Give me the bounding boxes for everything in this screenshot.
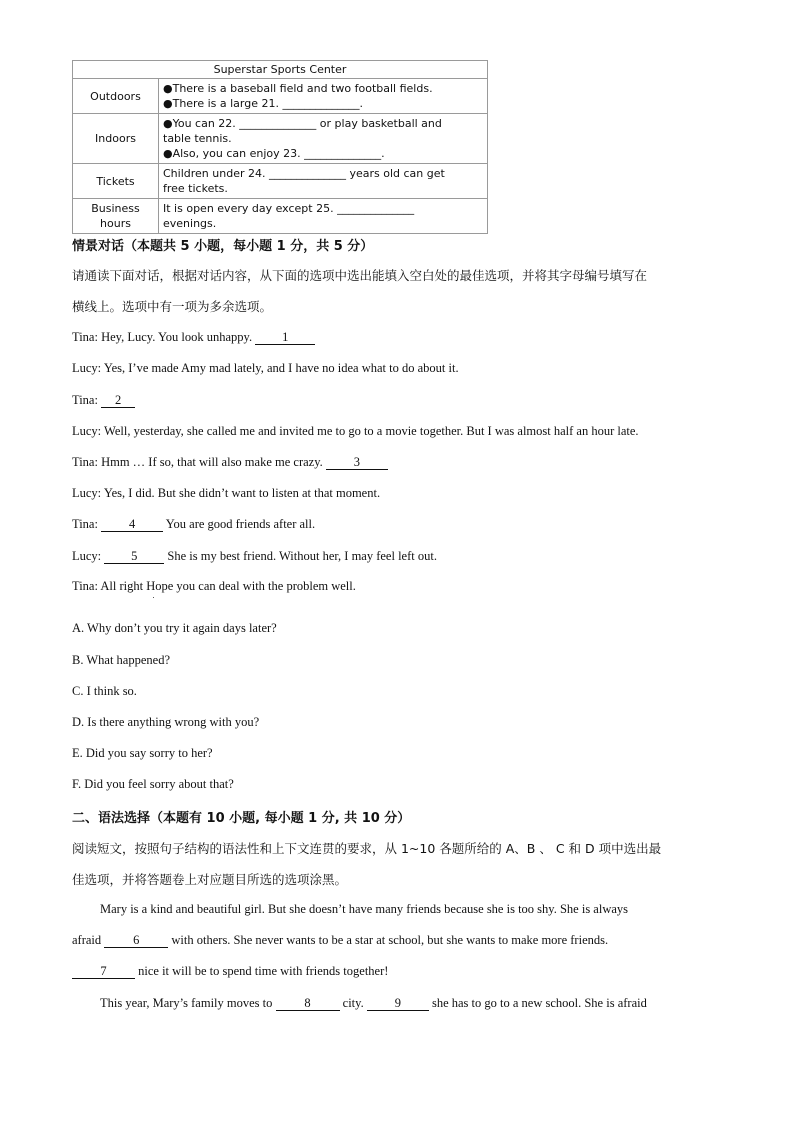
row-content-outdoors [159,79,488,114]
passage-text: This year, Mary’s family moves to [100,996,276,1010]
blank-7: 7 [72,965,135,979]
table-row [73,114,488,164]
dialogue-line [72,455,388,470]
blank-4: 4 [101,518,163,532]
dialogue-text: Tina: [72,393,102,407]
blank-2: 2 [101,394,135,408]
cell-line: It is open every day except 25. ______________ [163,202,415,215]
option-a: A. Why don’t you try it again days later? [72,621,277,635]
option-b: B. What happened? [72,653,170,667]
row-content-indoors [159,114,488,164]
blank-9: 9 [367,997,429,1011]
option-e: E. Did you say sorry to her? [72,746,213,760]
blank-1: 1 [255,331,315,345]
dialogue-text: Lucy: Well, yesterday, she called me and invited me to go to a movie together. But I was almost half an hour late. [72,424,639,438]
passage-text: city. [339,996,367,1010]
table-title-row [73,61,488,79]
option-f: F. Did you feel sorry about that? [72,777,234,791]
table-row [73,164,488,199]
dialogue-line [72,330,315,345]
dialogue-text: Lucy: [72,549,105,563]
dialogue-text: You are good friends after all. [163,517,316,531]
row-label-outdoors: Outdoors [73,79,159,114]
dialogue-text: Tina: [72,517,102,531]
dialogue-line [72,424,639,439]
passage-line [72,964,388,979]
dialogue-line [72,393,135,408]
option-c: C. I think so. [72,684,137,698]
passage-line [72,933,608,948]
dialogue-text: Tina: Hey, Lucy. You look unhappy. [72,330,256,344]
table-row [73,199,488,234]
row-label-tickets: Tickets [73,164,159,199]
section1-instruction-line: 请通读下面对话，根据对话内容，从下面的选项中选出能填入空白处的最佳选项，并将其字母编号填写在 [72,268,648,283]
passage-text: with others. She never wants to be a star at school, but she wants to make more friends. [168,933,609,947]
passage-line: Mary is a kind and beautiful girl. But she doesn’t have many friends because she is too shy. She is always [100,902,629,916]
dialogue-line [72,549,437,564]
passage-text: she has to go to a new school. She is afraid [428,996,647,1010]
blank-5: 5 [104,550,164,564]
dialogue-line [72,579,356,594]
passage-text: afraid [72,933,105,947]
section2-instruction-line: 阅读短文，按照句子结构的语法性和上下文连贯的要求，从 1~10 各题所给的 A、B 、 C 和 D 项中选出最 [72,841,662,856]
dialogue-text: Lucy: Yes, I’ve made Amy mad lately, and I have no idea what to do about it. [72,361,459,375]
cell-line: ●There is a baseball field and two football fields. [163,82,433,95]
cell-line: free tickets. [163,182,228,195]
row-label-indoors: Indoors [73,114,159,164]
passage-line [100,996,647,1011]
row-content-tickets [159,164,488,199]
dialogue-text: Tina: All right Hope you can deal with the problem well. [72,579,356,593]
section2-heading: 二、语法选择（本题有 10 小题, 每小题 1 分, 共 10 分） [72,811,411,826]
stray-dot [153,597,154,598]
table-row [73,79,488,114]
dialogue-line [72,486,380,501]
row-content-business-hours [159,199,488,234]
cell-line: Children under 24. ______________ years old can get [163,167,445,180]
dialogue-text: She is my best friend. Without her, I may feel left out. [164,549,437,563]
cell-line: ●You can 22. ______________ or play basketball and [163,117,442,130]
row-label-business-hours [73,199,159,234]
dialogue-line [72,517,315,532]
cell-line: ●There is a large 21. ______________. [163,97,363,110]
table-title: Superstar Sports Center [73,61,488,79]
blank-8: 8 [276,997,340,1011]
blank-3: 3 [326,456,388,470]
dialogue-text: Tina: Hmm … If so, that will also make me crazy. [72,455,326,469]
passage-text: nice it will be to spend time with friends together! [135,964,389,978]
cell-line: table tennis. [163,132,232,145]
section1-instruction-line: 横线上。选项中有一项为多余选项。 [72,299,273,314]
dialogue-line [72,361,459,376]
cell-line: ●Also, you can enjoy 23. ______________. [163,147,385,160]
dialogue-text: Lucy: Yes, I did. But she didn’t want to listen at that moment. [72,486,381,500]
cell-line: evenings. [163,217,217,230]
label-line: Business [91,202,140,215]
section1-heading: 情景对话（本题共 5 小题，每小题 1 分，共 5 分） [72,239,374,254]
option-d: D. Is there anything wrong with you? [72,715,260,729]
label-line: hours [100,217,131,230]
sports-center-table [72,60,488,234]
section2-instruction-line: 佳选项，并将答题卷上对应题目所选的选项涂黑。 [72,872,348,887]
blank-6: 6 [104,934,168,948]
